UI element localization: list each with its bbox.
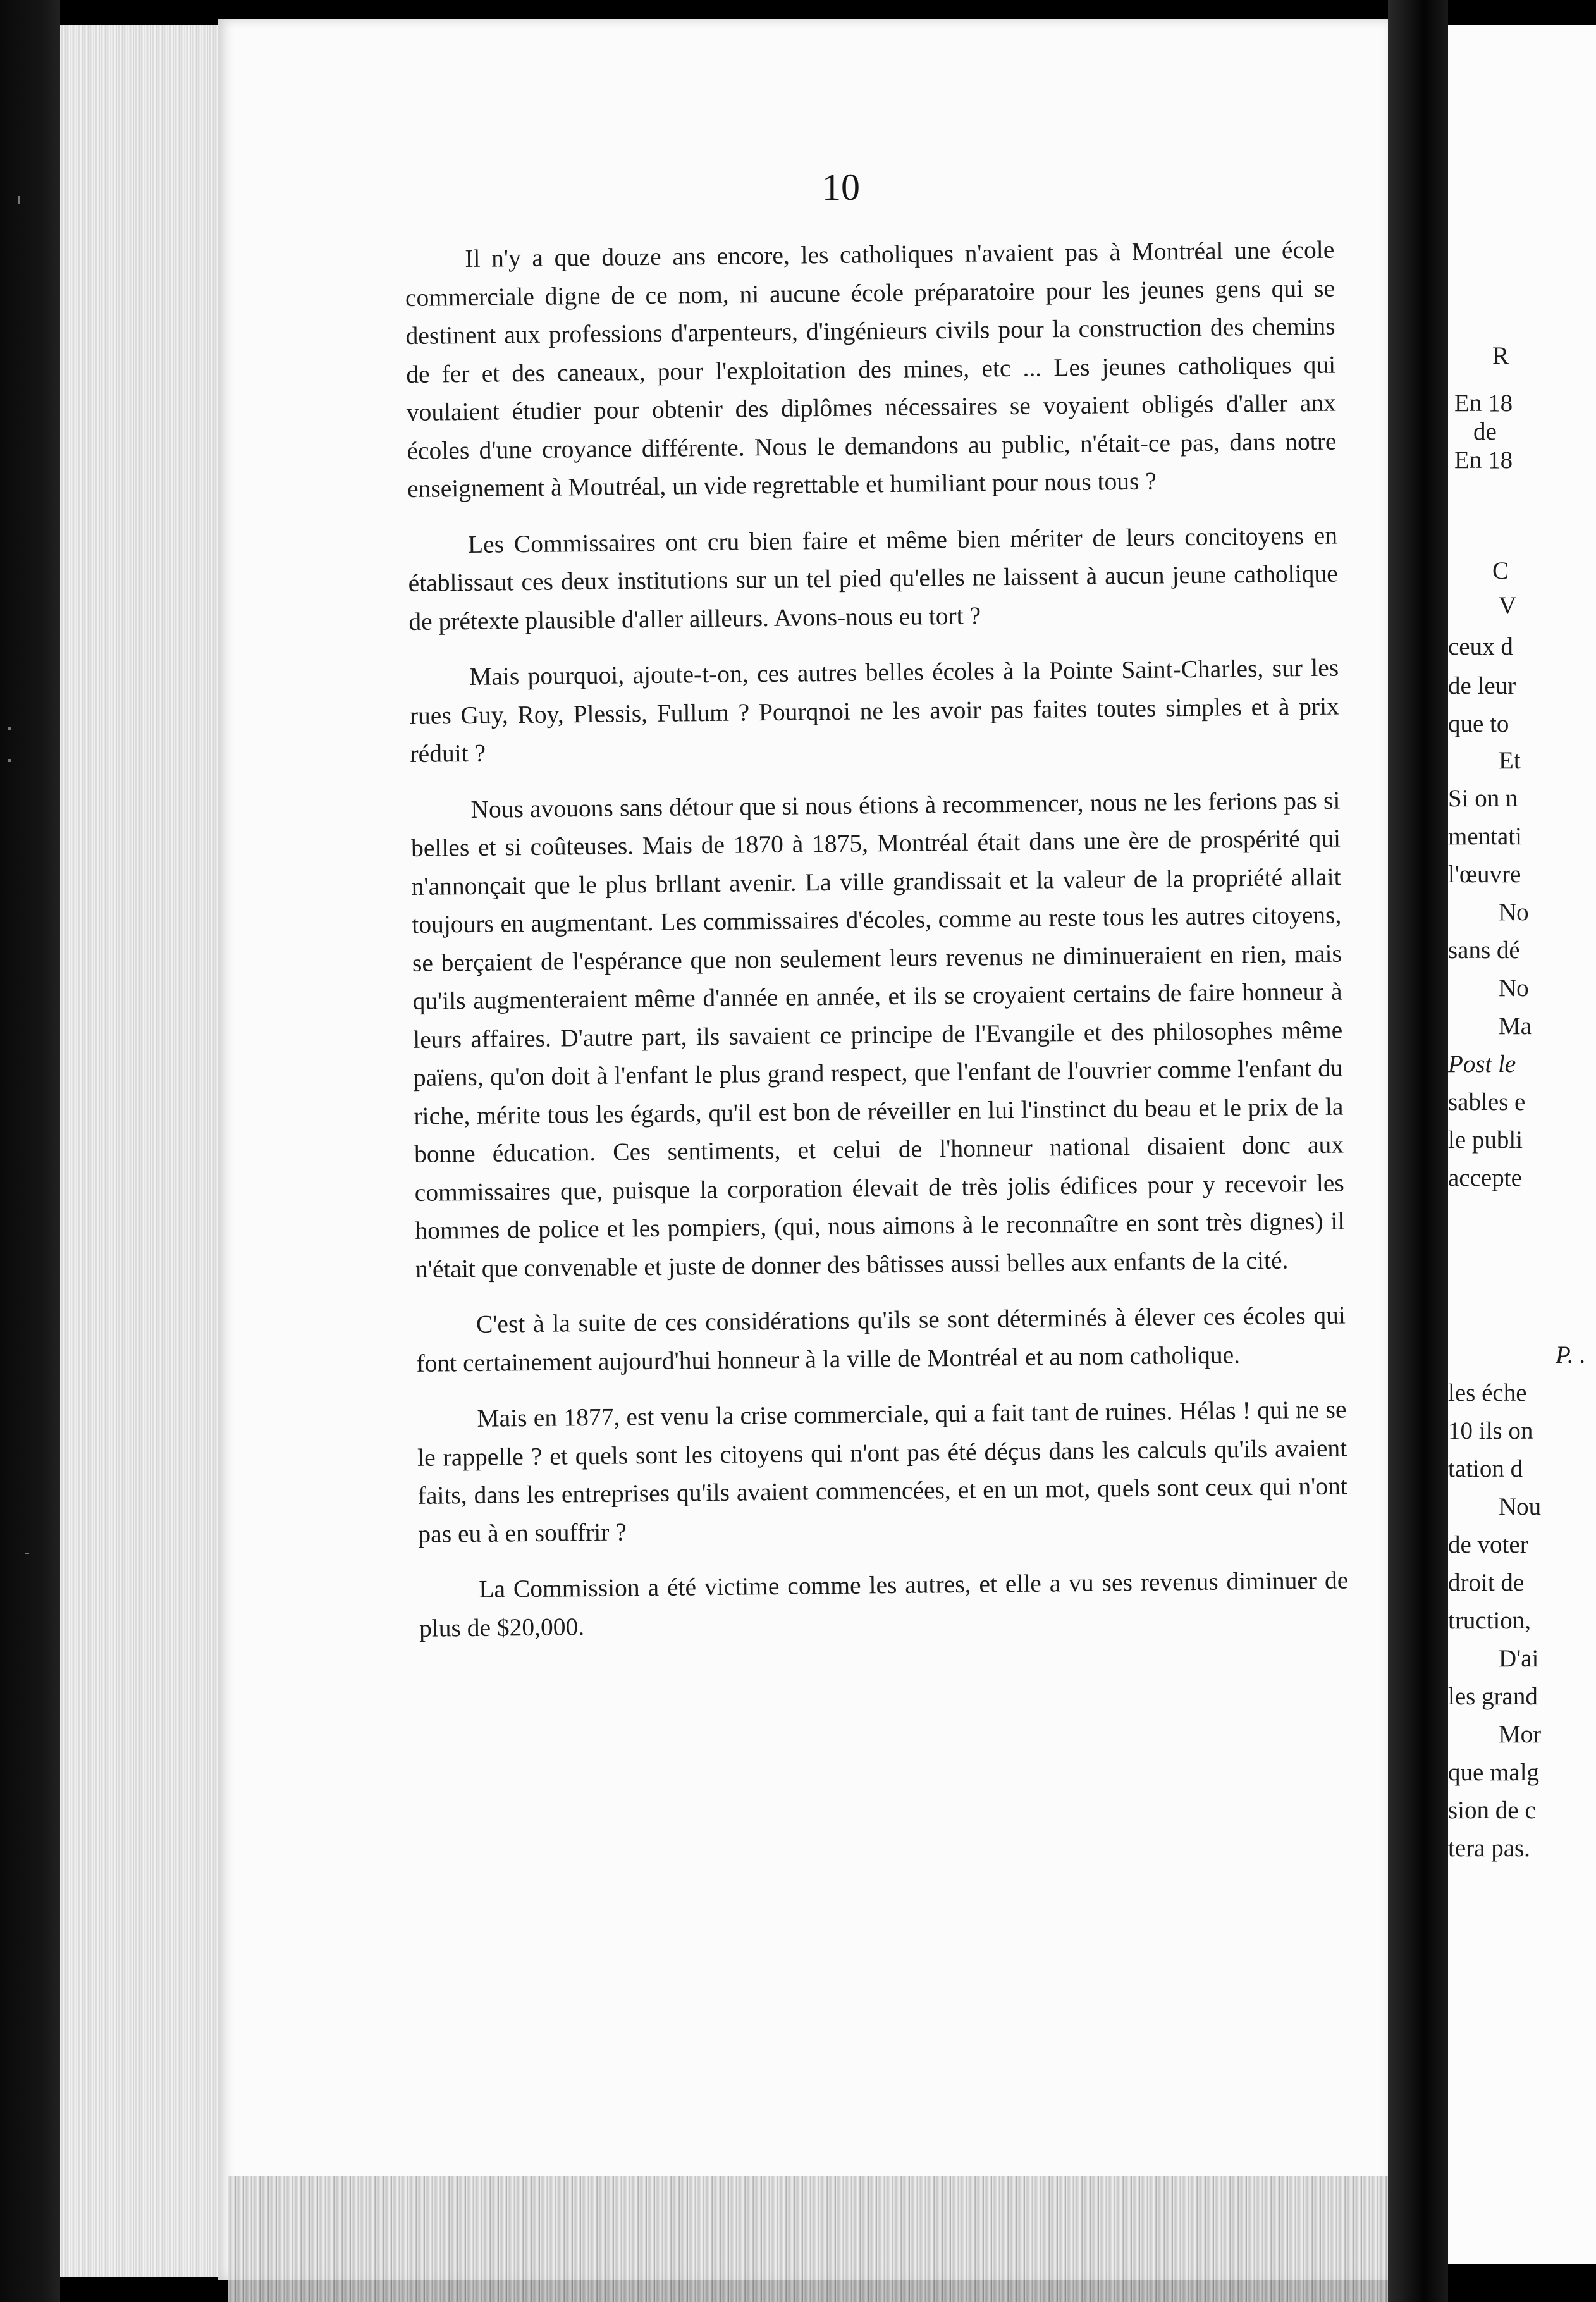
body-text xyxy=(405,231,1349,1665)
book-left-edge xyxy=(0,0,60,2302)
facing-line: de leur xyxy=(1448,672,1516,699)
facing-line: les éche xyxy=(1448,1379,1527,1406)
facing-line: l'œuvre xyxy=(1448,861,1521,888)
facing-line: de voter xyxy=(1448,1531,1528,1558)
paragraph-6: Mais en 1877, est venu la crise commerciale, qui a fait tant de ruines. Hélas ! qui ne se le rappelle ? et quels sont les citoyens qui n'ont pas été déçus dans les calculs qu'ils avaient faits, dans les entreprises qu'ils avaient commencées, et en un mot, quels sont ceux qui n'ont pas eu à en souffrir ? xyxy=(417,1395,1347,1548)
facing-line: R xyxy=(1492,342,1509,369)
facing-line: de xyxy=(1473,418,1497,445)
facing-line: tation d xyxy=(1448,1455,1523,1482)
paragraph-3: Mais pourquoi, ajoute-t-on, ces autres belles écoles à la Pointe Saint-Charles, sur les rues Guy, Roy, Plessis, Fullum ? Pourqnoi ne les avoir pas faites toutes simples et à prix réduit ? xyxy=(409,653,1340,768)
facing-line: accepte xyxy=(1448,1164,1522,1191)
facing-line: En 18 xyxy=(1454,390,1513,417)
page-bottom-edges xyxy=(228,2176,1388,2302)
facing-line: que to xyxy=(1448,710,1509,737)
facing-line: C xyxy=(1492,557,1509,584)
page-stack-edges xyxy=(60,25,229,2277)
scan-speck xyxy=(8,759,11,762)
facing-line: 10 ils on xyxy=(1448,1417,1533,1444)
paragraph-2: Les Commissaires ont cru bien faire et même bien mériter de leurs concitoyens en établissaut ces deux institutions sur un tel pied qu'elles ne laissent à aucun jeune catholique de prétexte plausible d'aller ailleurs. Avons-nous eu tort ? xyxy=(408,521,1338,636)
facing-line: Si on n xyxy=(1448,785,1518,812)
facing-line: le publi xyxy=(1448,1126,1523,1154)
paragraph-1: Il n'y a que douze ans encore, les catholiques n'avaient pas à Montréal une école commerciale digne de ce nom, ni aucune école préparatoire pour les jeunes gens qui se destinent aux professions d'arpenteurs, d'ingénieurs civils pour la construction des chemins de fer et des caneaux, pour l'exploitation des mines, etc ... Les jeunes catholiques qui voulaient étudier pour obtenir des diplômes nécessaires se voyaient obligés d'aller anx écoles d'une croyance différente. Nous le demandons au public, n'était-ce pas, dans notre enseignement à Moutréal, un vide regrettable et humiliant pour nous tous ? xyxy=(405,235,1337,503)
facing-line: Ma xyxy=(1499,1013,1532,1040)
facing-line: tera pas. xyxy=(1448,1835,1530,1862)
scan-speck xyxy=(8,727,11,730)
facing-line: ceux d xyxy=(1448,633,1513,660)
page-number: 10 xyxy=(822,166,860,208)
facing-line: Nou xyxy=(1499,1493,1542,1520)
facing-line: mentati xyxy=(1448,823,1522,850)
facing-line: sans dé xyxy=(1448,937,1520,964)
book-gutter xyxy=(1388,0,1448,2302)
facing-line: sables e xyxy=(1448,1088,1526,1116)
facing-line: D'ai xyxy=(1499,1645,1539,1672)
facing-line: P. . xyxy=(1556,1341,1587,1369)
scan-speck xyxy=(25,1553,29,1554)
facing-line: que malg xyxy=(1448,1759,1540,1786)
paragraph-5: C'est à la suite de ces considérations qu'ils se sont déterminés à élever ces écoles qui font certainement aujourd'hui honneur à la ville de Montréal et au nom catholique. xyxy=(416,1301,1346,1377)
facing-line: En 18 xyxy=(1454,446,1513,474)
facing-page xyxy=(1448,25,1596,2264)
paragraph-4: Nous avouons sans détour que si nous étions à recommencer, nous ne les ferions pas si belles et si coûteuses. Mais de 1870 à 1875, Montréal était dans une ère de prospérité qui n'annonçait que le plus brllant avenir. La ville grandissait et la valeur de la propriété allait toujours en augmentant. Les commissaires d'écoles, comme au reste tous les autres citoyens, se berçaient de l'espérance que non seulement leurs revenus ne diminueraient en rien, mais qu'ils augmenteraient même d'année en année, et ils se croyaient certains de faire honneur à leurs affaires. D'autre part, ils savaient ce principe de l'Evangile et des philosophes même païens, qu'on doit à l'enfant le plus grand respect, que l'enfant de l'ouvrier comme l'enfant du riche, mérite tous les égards, qu'il est bon de réveiller en lui l'instinct du beau et le prix de la bonne éducation. Ces sentiments, et celui de l'honneur national disaient donc aux commissaires que, puisque la corporation élevait de très jolis édifices pour y recevoir les hommes de police et les pompiers, (qui, nous aimons à le reconnaître en sont très dignes) il n'était que convenable et juste de donner des bâtisses aussi belles aux enfants de la cité. xyxy=(410,786,1345,1283)
facing-line: Mor xyxy=(1499,1721,1542,1748)
paragraph-7: La Commission a été victime comme les autres, et elle a vu ses revenus diminuer de plus de $20,000. xyxy=(419,1566,1349,1642)
facing-line: les grand xyxy=(1448,1683,1538,1710)
facing-line: sion de c xyxy=(1448,1797,1536,1824)
facing-line: No xyxy=(1499,975,1529,1002)
facing-line: truction, xyxy=(1448,1607,1532,1634)
facing-line: V xyxy=(1499,592,1517,619)
facing-line: Et xyxy=(1499,747,1521,774)
facing-line: Post le xyxy=(1448,1050,1516,1078)
facing-line: No xyxy=(1499,899,1529,926)
facing-line: droit de xyxy=(1448,1569,1525,1596)
scan-speck xyxy=(18,196,20,204)
